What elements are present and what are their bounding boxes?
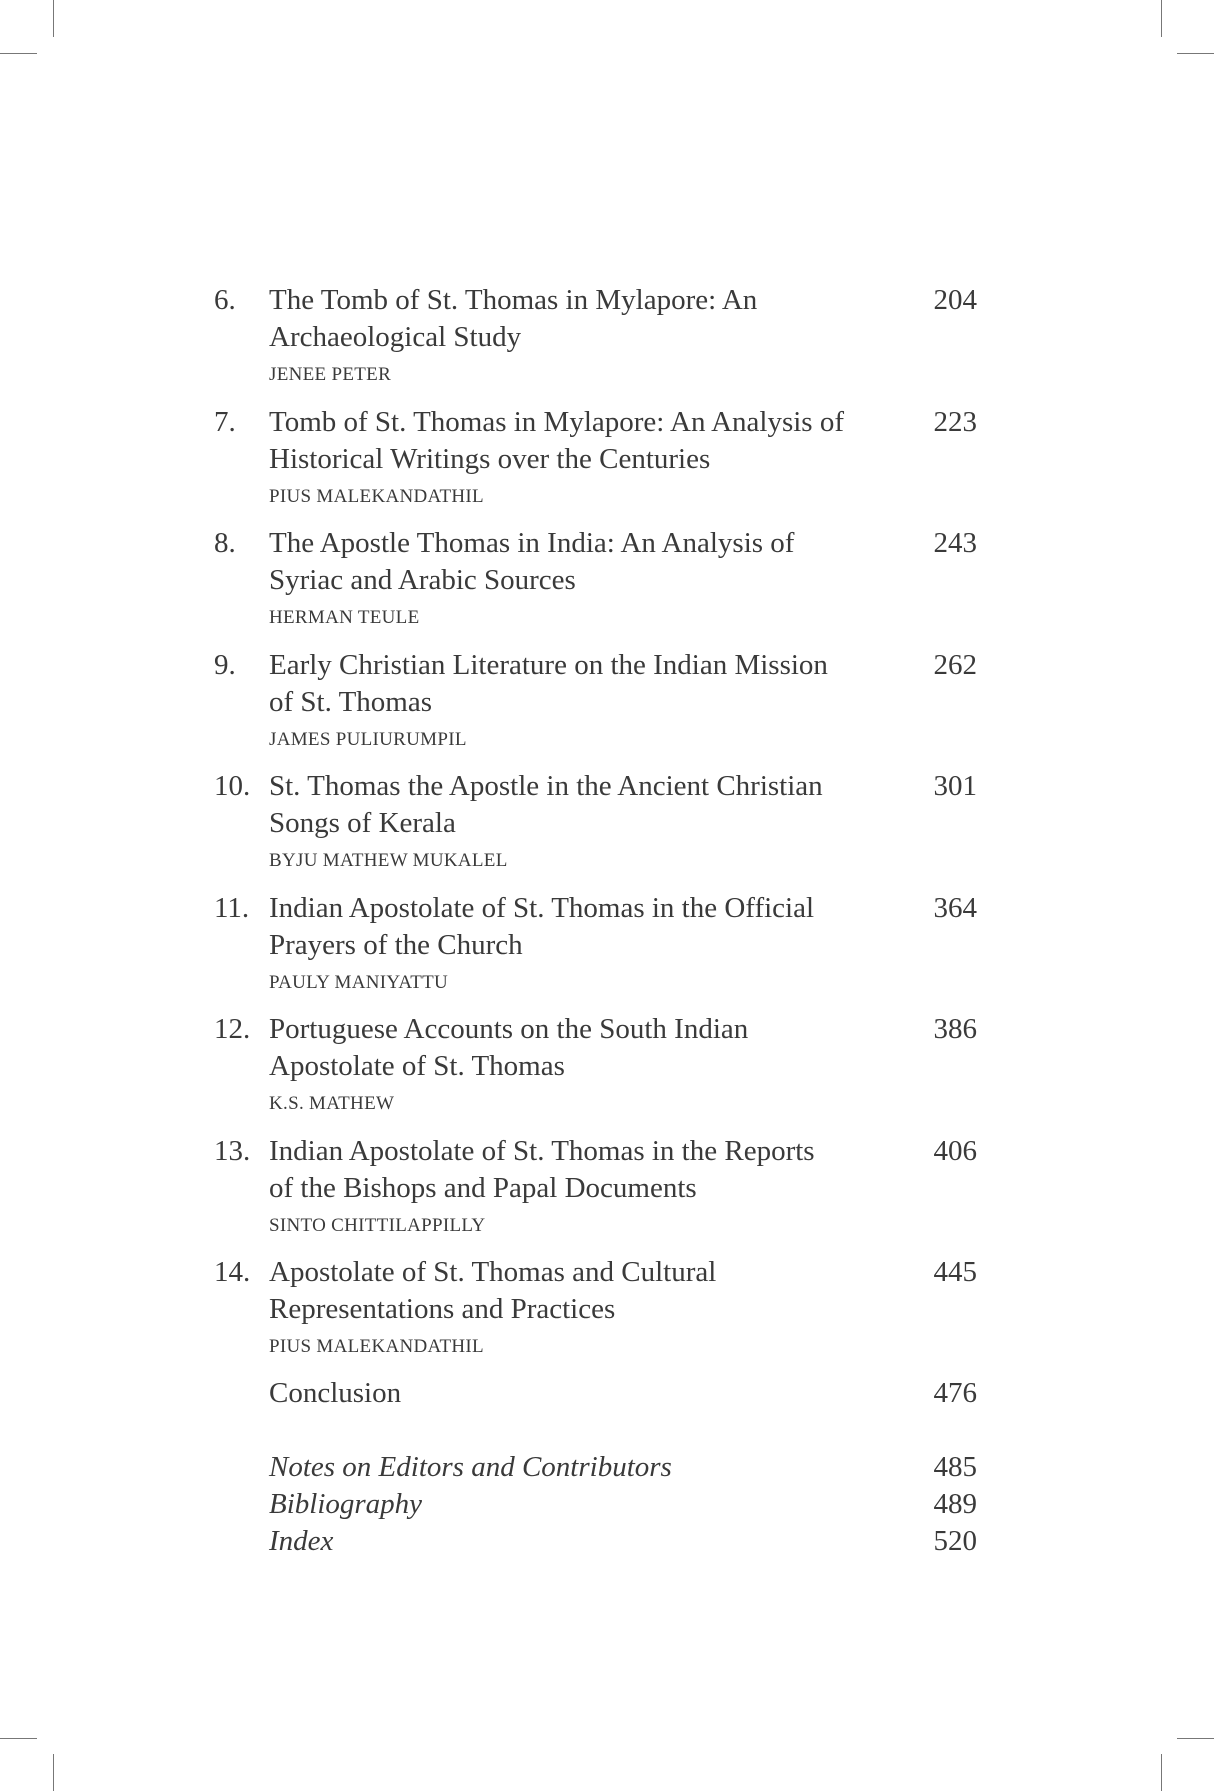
back-matter-title: Bibliography <box>269 1488 423 1520</box>
title-line: Tomb of St. Thomas in Mylapore: An Analysis of <box>269 406 845 438</box>
crop-mark-top-right-horizontal <box>1177 53 1214 54</box>
chapter-author: JENEE PETER <box>269 364 392 385</box>
page-number: 476 <box>933 1377 977 1409</box>
chapter-author: SINTO CHITTILAPPILLY <box>269 1215 486 1236</box>
title-line: The Apostle Thomas in India: An Analysis of <box>269 527 795 559</box>
title-line: of St. Thomas <box>269 686 432 718</box>
title-line: The Tomb of St. Thomas in Mylapore: An <box>269 284 758 316</box>
page-number: 406 <box>933 1135 977 1167</box>
title-line: of the Bishops and Papal Documents <box>269 1172 697 1204</box>
crop-mark-top-right-vertical <box>1161 0 1162 37</box>
chapter-number: 14. <box>214 1256 251 1288</box>
page-number: 301 <box>933 770 977 802</box>
crop-mark-bottom-left-vertical <box>53 1754 54 1791</box>
chapter-author: BYJU MATHEW MUKALEL <box>269 850 508 871</box>
chapter-title <box>269 1011 748 1119</box>
page-number: 386 <box>933 1013 977 1045</box>
title-line: Early Christian Literature on the Indian Mission <box>269 649 828 681</box>
chapter-title <box>269 282 757 390</box>
chapter-title <box>269 1254 716 1362</box>
page-number: 243 <box>933 527 977 559</box>
title-line: Indian Apostolate of St. Thomas in the Reports <box>269 1135 815 1167</box>
chapter-number: 13. <box>214 1135 251 1167</box>
title-line: Representations and Practices <box>269 1293 616 1325</box>
chapter-title <box>269 1133 815 1241</box>
title-line: Portuguese Accounts on the South Indian <box>269 1013 749 1045</box>
back-matter-title: Index <box>269 1525 334 1557</box>
chapter-number: 8. <box>214 527 236 559</box>
chapter-title <box>269 890 814 998</box>
chapter-author: JAMES PULIURUMPIL <box>269 729 467 750</box>
title-line: Historical Writings over the Centuries <box>269 443 711 475</box>
chapter-number: 9. <box>214 649 236 681</box>
chapter-author: HERMAN TEULE <box>269 607 420 628</box>
chapter-title <box>269 768 823 876</box>
chapter-number: 7. <box>214 406 236 438</box>
chapter-number: 11. <box>214 892 250 924</box>
title-line: Songs of Kerala <box>269 807 456 839</box>
chapter-author: PIUS MALEKANDATHIL <box>269 486 484 507</box>
crop-mark-bottom-right-horizontal <box>1177 1738 1214 1739</box>
chapter-number: 6. <box>214 284 236 316</box>
title-line: Prayers of the Church <box>269 929 523 961</box>
chapter-author: PIUS MALEKANDATHIL <box>269 1336 484 1357</box>
title-line: Apostolate of St. Thomas <box>269 1050 565 1082</box>
page-number: 204 <box>933 284 977 316</box>
conclusion-title: Conclusion <box>269 1377 402 1409</box>
chapter-number: 12. <box>214 1013 251 1045</box>
page-number: 223 <box>933 406 977 438</box>
crop-mark-bottom-left-horizontal <box>0 1738 37 1739</box>
title-line: Indian Apostolate of St. Thomas in the Official <box>269 892 815 924</box>
page-number: 485 <box>933 1451 977 1483</box>
page-number: 364 <box>933 892 977 924</box>
title-line: Syriac and Arabic Sources <box>269 564 576 596</box>
page-number: 445 <box>933 1256 977 1288</box>
title-line: Apostolate of St. Thomas and Cultural <box>269 1256 717 1288</box>
title-line: St. Thomas the Apostle in the Ancient Christian <box>269 770 823 802</box>
chapter-author: PAULY MANIYATTU <box>269 972 449 993</box>
page-number: 262 <box>933 649 977 681</box>
crop-mark-bottom-right-vertical <box>1161 1754 1162 1791</box>
page-number: 489 <box>933 1488 977 1520</box>
title-line: Archaeological Study <box>269 321 522 353</box>
chapter-author: K.S. MATHEW <box>269 1093 395 1114</box>
chapter-number: 10. <box>214 770 251 802</box>
back-matter-title: Notes on Editors and Contributors <box>269 1451 672 1483</box>
crop-mark-top-left-horizontal <box>0 53 37 54</box>
chapter-title <box>269 647 828 755</box>
crop-mark-top-left-vertical <box>53 0 54 37</box>
page-number: 520 <box>933 1525 977 1557</box>
chapter-title <box>269 525 794 633</box>
chapter-title <box>269 404 844 512</box>
